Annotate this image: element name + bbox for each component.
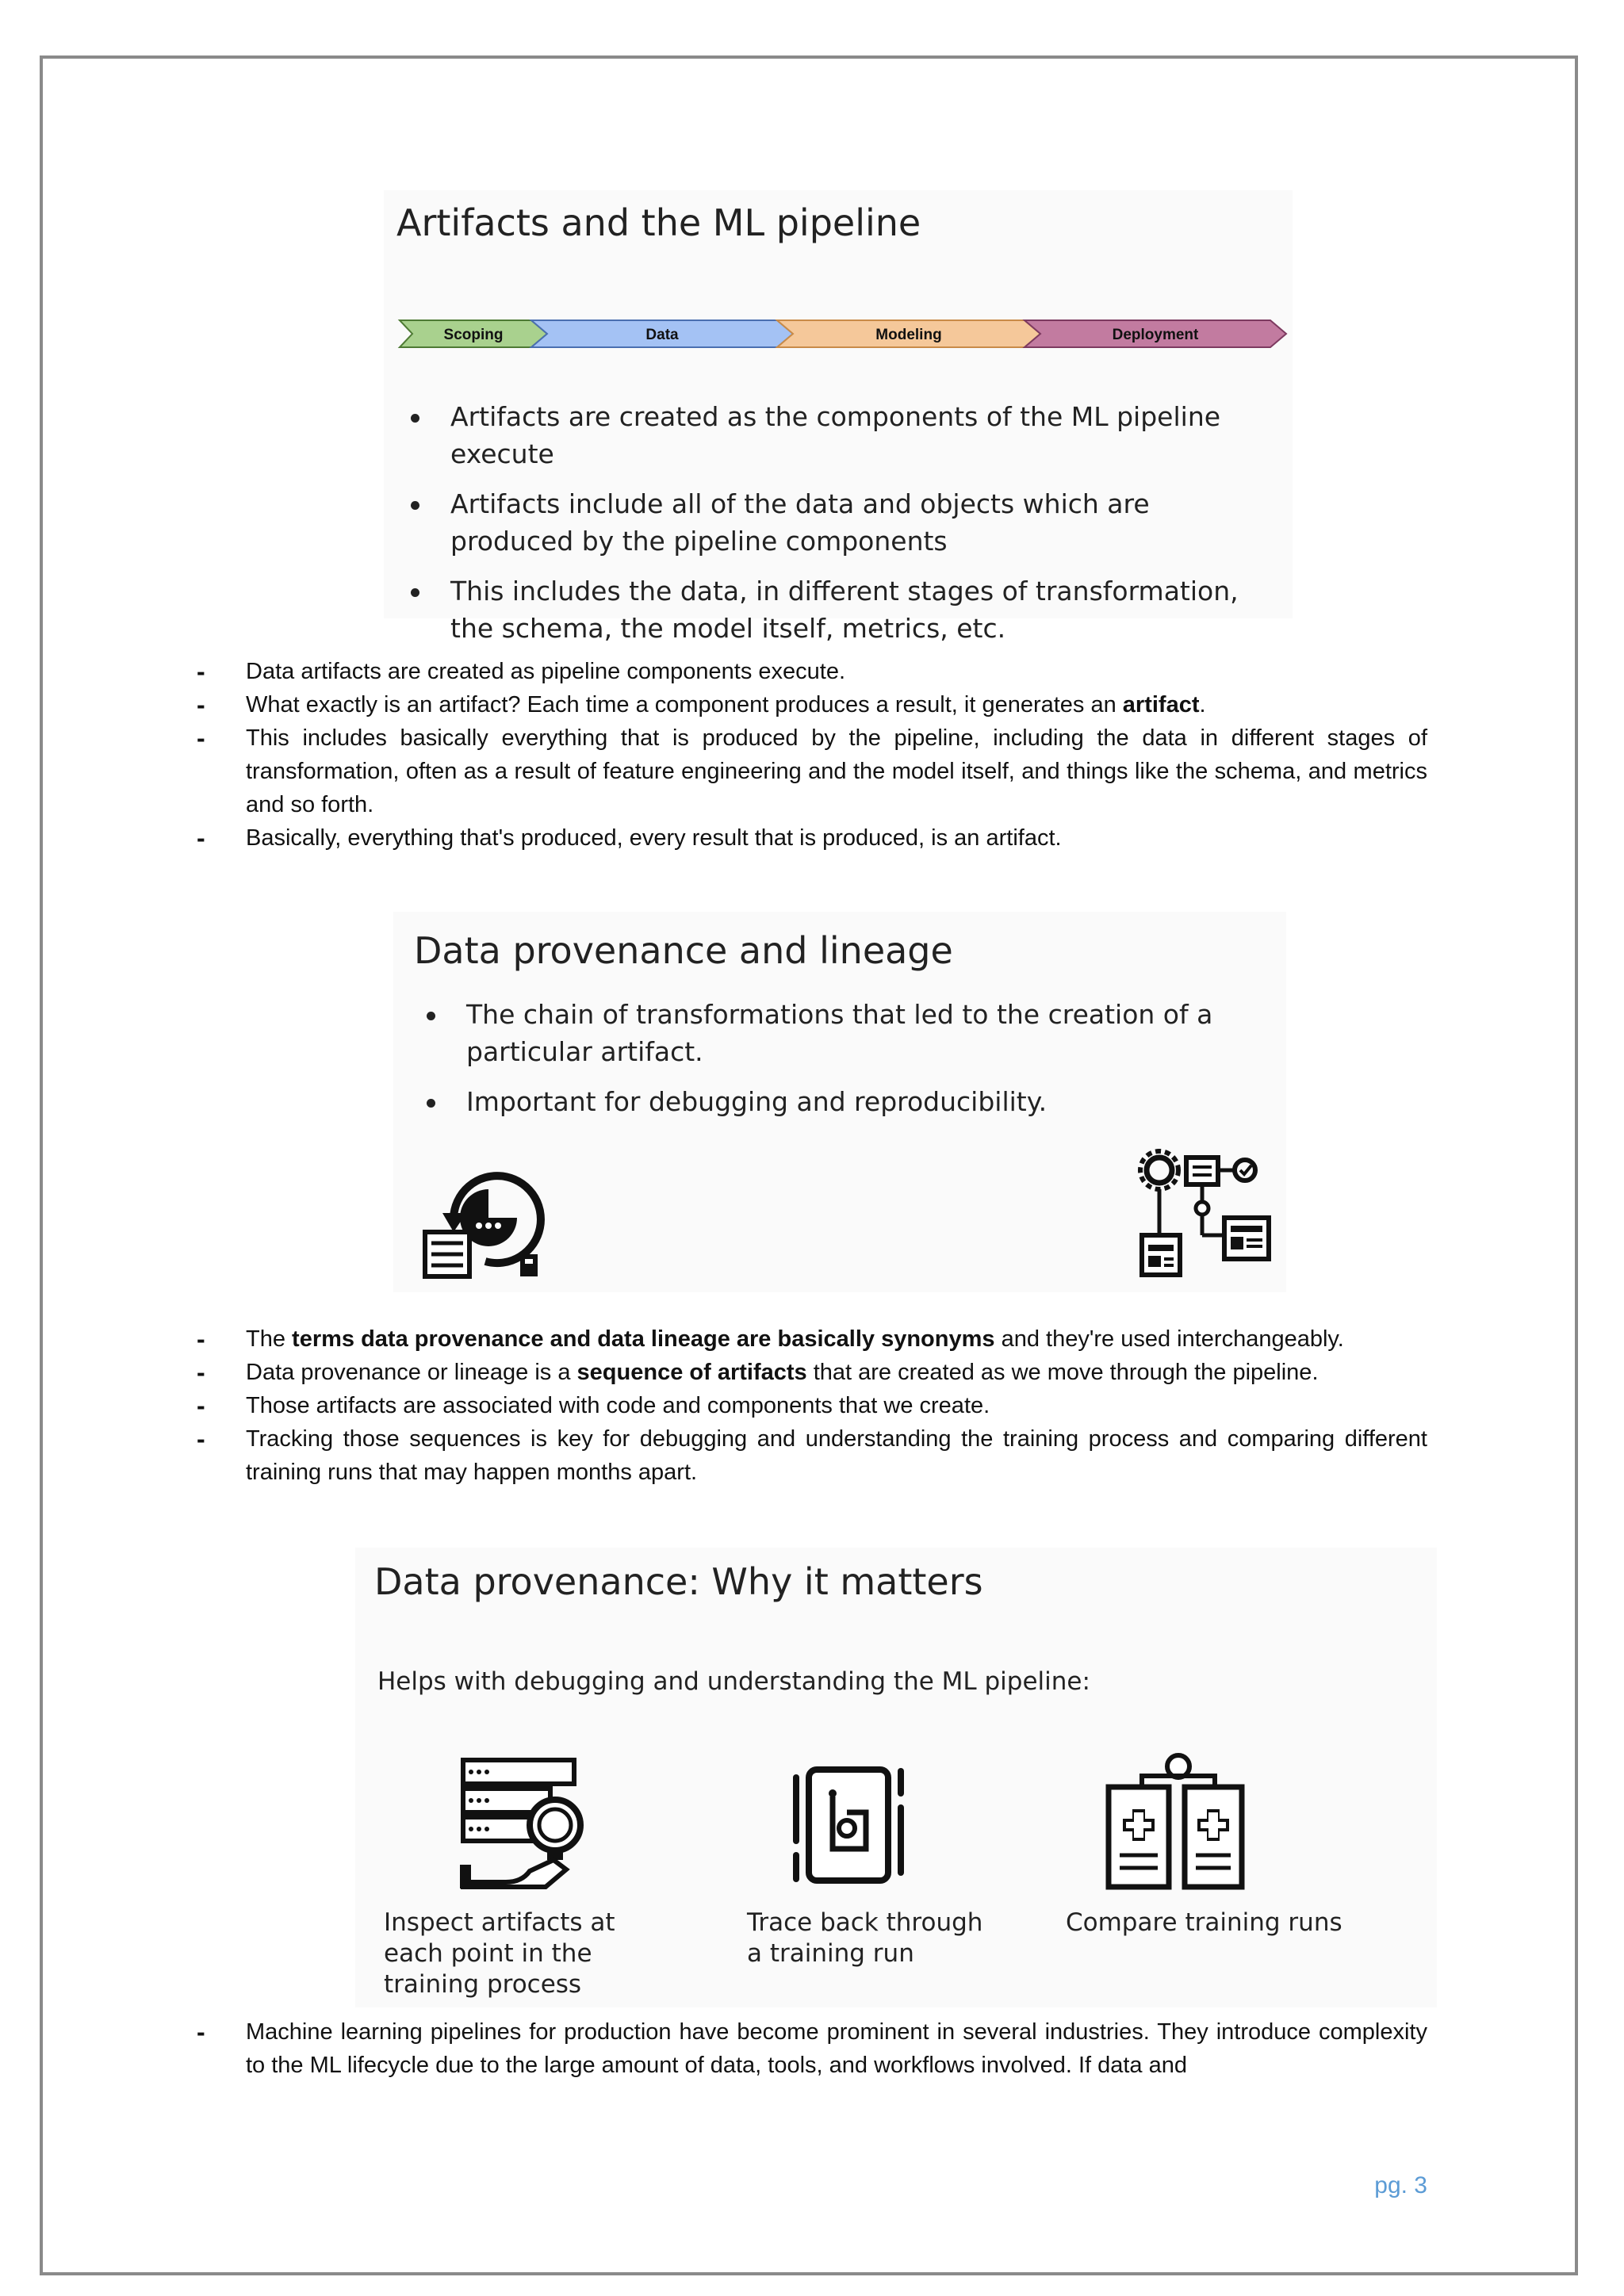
stage-data-label: Data (645, 327, 679, 343)
slide-bullet-list (411, 398, 1267, 660)
compare-runs-icon (1102, 1752, 1253, 1895)
list-item: - Basically, everything that's produced, every result that is produced, is an artifact. (197, 821, 1427, 855)
slide-bullet: Artifacts include all of the data and objects which are produced by the pipeline components (411, 485, 1267, 560)
stage-deployment (1025, 320, 1286, 347)
list-item: - The terms data provenance and data lineage are basically synonyms and they're used interchangeably. (197, 1322, 1427, 1356)
slide-bullet-list (427, 996, 1220, 1133)
inspect-artifacts-icon (458, 1755, 585, 1890)
workflow-icon (1139, 1150, 1274, 1284)
stage-scoping (400, 320, 547, 347)
caption-inspect: Inspect artifacts at each point in the training process (384, 1908, 615, 1999)
page-number: pg. 3 (1374, 2172, 1427, 2198)
slide-bullet: The chain of transformations that led to the creation of a particular artifact. (427, 996, 1220, 1070)
slide-artifacts-pipeline (384, 190, 1293, 644)
notes-list (197, 1322, 1427, 1489)
stage-data (531, 320, 793, 347)
slide-title: Data provenance and lineage (414, 929, 953, 972)
slide-bullet: This includes the data, in different stages of transformation, the schema, the model itself, metrics, etc. (411, 572, 1267, 647)
stage-deployment-label: Deployment (1112, 327, 1199, 343)
slide-subtitle: Helps with debugging and understanding the ML pipeline: (377, 1667, 1090, 1696)
stage-scoping-label: Scoping (443, 327, 504, 343)
notes-list (197, 655, 1427, 855)
slide-bullet: Important for debugging and reproducibility. (427, 1083, 1220, 1120)
list-item: - Data artifacts are created as pipeline components execute. (197, 655, 1427, 688)
list-item: - Tracking those sequences is key for debugging and understanding the training process and comparing different training runs that may happen months apart. (197, 1422, 1427, 1489)
list-item: - Data provenance or lineage is a sequence of artifacts that are created as we move through the pipeline. (197, 1356, 1427, 1389)
slide-provenance-lineage (393, 912, 1286, 1292)
stage-modeling (777, 320, 1040, 347)
list-item: - Those artifacts are associated with code and components that we create. (197, 1389, 1427, 1422)
list-item: - Machine learning pipelines for production have become prominent in several industries. They introduce complexity to the ML lifecycle due to the large amount of data, tools, and workflows involved. If data and (197, 2015, 1427, 2082)
caption-trace: Trace back through a training run (747, 1908, 983, 1968)
slide-title: Data provenance: Why it matters (374, 1560, 983, 1603)
caption-compare: Compare training runs (1066, 1908, 1342, 1937)
list-item: - This includes basically everything that is produced by the pipeline, including the data in different stages of transformation, often as a result of feature engineering and the model itself, and things like the schema, and metrics and so forth. (197, 721, 1427, 821)
slide-title: Artifacts and the ML pipeline (396, 201, 921, 244)
slide-bullet: Artifacts are created as the components of the ML pipeline execute (411, 398, 1267, 473)
trace-back-icon (790, 1762, 909, 1888)
pipeline-stages-diagram (400, 319, 1288, 350)
history-chart-icon (422, 1156, 549, 1283)
slide-provenance-why (355, 1548, 1437, 2007)
notes-list (197, 2015, 1427, 2082)
list-item: - What exactly is an artifact? Each time a component produces a result, it generates an artifact. (197, 688, 1427, 721)
stage-modeling-label: Modeling (875, 327, 942, 343)
